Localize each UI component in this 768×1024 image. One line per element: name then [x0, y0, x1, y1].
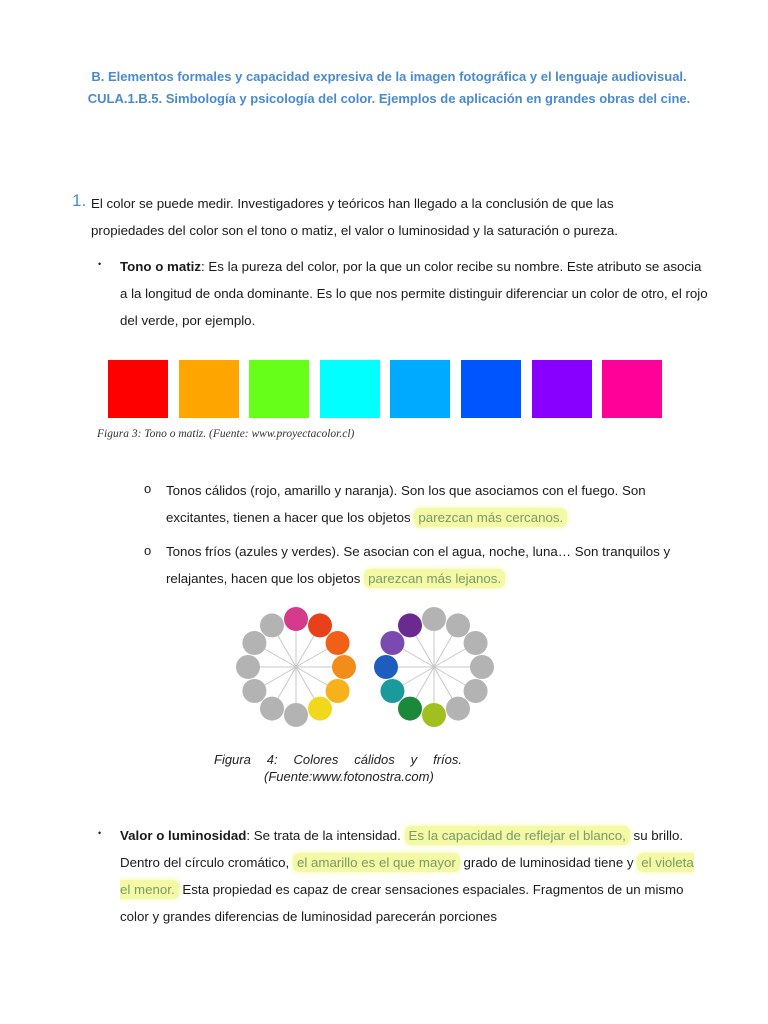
- highlight-violet-lowest: el violeta el menor.: [120, 855, 694, 897]
- wheel-gray-dot: [464, 631, 488, 655]
- valor-paragraph: [120, 822, 694, 930]
- tono-term: Tono o matiz: [120, 259, 202, 274]
- wheel-gray-dot: [242, 679, 266, 703]
- cool-text: relajantes, hacen que los objetos: [166, 571, 365, 586]
- bullet-dot: •: [98, 828, 102, 838]
- tono-paragraph: [120, 253, 710, 334]
- wheel-gray-dot: [284, 703, 308, 727]
- swatch-red: [108, 360, 168, 418]
- wheel-color-dot: [308, 613, 332, 637]
- wheel-gray-dot: [242, 631, 266, 655]
- wheel-color-dot: [326, 631, 350, 655]
- swatch-pink: [602, 360, 662, 418]
- wheel-color-dot: [422, 703, 446, 727]
- highlight-farther: parezcan más lejanos.: [364, 569, 505, 588]
- wheel-color-dot: [326, 679, 350, 703]
- wheel-gray-dot: [464, 679, 488, 703]
- caption-word: Figura: [214, 752, 251, 767]
- intro-line-1: El color se puede medir. Investigadores y teóricos han llegado a la conclusión de que las: [91, 196, 614, 211]
- caption-word: y: [410, 752, 418, 767]
- intro-line-2: propiedades del color son el tono o matiz, el valor o luminosidad y la saturación o pureza.: [91, 222, 619, 238]
- tono-text: : Es la pureza del color, por la que un color recibe su nombre. Este atributo se asocia a la longitud de onda dominante. Es lo que nos permite distinguir diferenciar un color de otro, el rojo del verde, por ejemplo.: [120, 259, 708, 328]
- swatch-sky-blue: [390, 360, 450, 418]
- figure-4-caption-line-1: [214, 751, 462, 768]
- wheel-gray-dot: [422, 607, 446, 631]
- highlight-reflect-white: Es la capacidad de reflejar el blanco,: [405, 826, 630, 845]
- wheel-color-dot: [284, 607, 308, 631]
- wheel-color-dot: [332, 655, 356, 679]
- caption-word: Colores: [293, 752, 339, 767]
- sub-bullet-dot: o: [144, 543, 152, 558]
- warm-line-1: Tonos cálidos (rojo, amarillo y naranja). Son los que asociamos con el fuego. Son: [166, 483, 646, 498]
- swatch-green: [249, 360, 309, 418]
- color-wheels-figure: [228, 606, 504, 736]
- wheel-color-dot: [380, 631, 404, 655]
- cool-color-wheel: [374, 607, 494, 727]
- wheel-color-dot: [398, 613, 422, 637]
- warm-text: excitantes, tienen a hacer que los objetos: [166, 510, 415, 525]
- sub-bullet-dot: o: [144, 481, 152, 496]
- swatch-violet: [532, 360, 592, 418]
- wheel-color-dot: [374, 655, 398, 679]
- valor-text-c: grado de luminosidad tiene y: [459, 855, 638, 870]
- wheel-gray-dot: [446, 697, 470, 721]
- warm-tones-paragraph: [166, 477, 726, 531]
- hue-swatches: [108, 360, 664, 418]
- wheel-gray-dot: [260, 697, 284, 721]
- caption-word: fríos.: [433, 752, 462, 767]
- highlight-yellow-highest: el amarillo es el que mayor: [293, 853, 460, 872]
- cool-line-1: Tonos fríos (azules y verdes). Se asocian con el agua, noche, luna… Son tranquilos y: [166, 544, 671, 559]
- figure-3-caption: Figura 3: Tono o matiz. (Fuente: www.proyectacolor.cl): [97, 428, 355, 440]
- cool-tones-paragraph: [166, 538, 726, 592]
- bullet-dot: •: [98, 259, 102, 269]
- swatch-orange: [179, 360, 239, 418]
- section-heading: [44, 66, 734, 110]
- cool-line-2: [166, 565, 726, 592]
- swatch-blue: [461, 360, 521, 418]
- figure-4-caption-line-2: (Fuente:www.fotonostra.com): [264, 769, 434, 784]
- wheel-color-dot: [398, 697, 422, 721]
- wheel-gray-dot: [446, 613, 470, 637]
- highlight-closer: parezcan más cercanos.: [414, 508, 567, 527]
- valor-text-d: Esta propiedad es capaz de crear sensaciones espaciales. Fragmentos de un mismo color y grandes diferencias de luminosidad parecerán porciones: [120, 882, 684, 924]
- warm-color-wheel: [236, 607, 356, 727]
- wheel-gray-dot: [236, 655, 260, 679]
- valor-text-a: : Se trata de la intensidad.: [246, 828, 405, 843]
- list-number: 1.: [72, 191, 87, 210]
- figure-4-caption: [214, 751, 462, 785]
- wheel-gray-dot: [470, 655, 494, 679]
- wheel-color-dot: [380, 679, 404, 703]
- heading-line-1: B. Elementos formales y capacidad expresiva de la imagen fotográfica y el lenguaje audiovisual.: [91, 69, 687, 84]
- wheel-color-dot: [308, 697, 332, 721]
- wheel-gray-dot: [260, 613, 284, 637]
- caption-word: cálidos: [354, 752, 395, 767]
- heading-line-2: CULA.1.B.5. Simbología y psicología del color. Ejemplos de aplicación en grandes obras del cine.: [87, 91, 691, 106]
- intro-paragraph: [91, 191, 711, 244]
- valor-text-b: su brillo. Dentro del círculo cromático,: [120, 828, 684, 870]
- caption-word: 4:: [266, 752, 278, 767]
- warm-line-2: [166, 504, 726, 531]
- swatch-cyan: [320, 360, 380, 418]
- valor-term: Valor o luminosidad: [120, 828, 247, 843]
